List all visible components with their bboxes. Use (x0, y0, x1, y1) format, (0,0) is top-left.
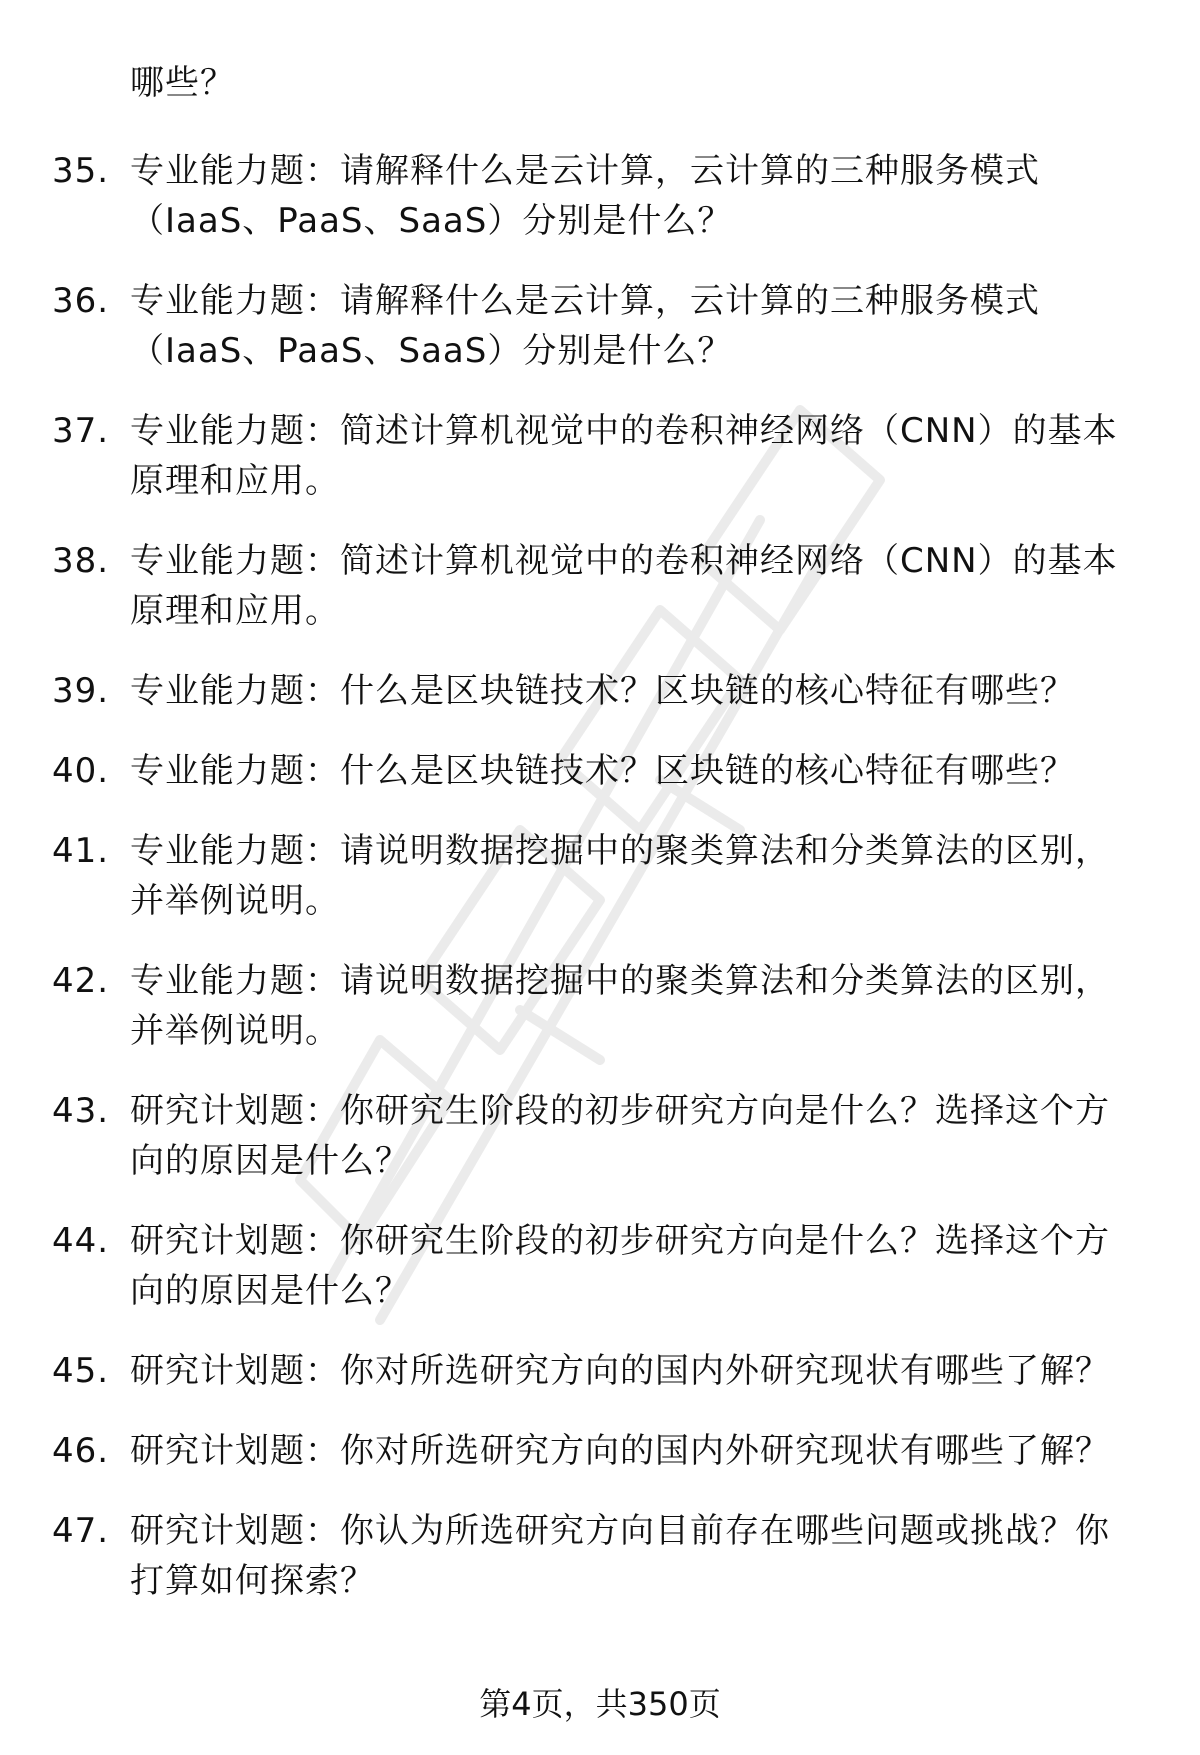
question-text (130, 146, 1150, 246)
question-text-line: 研究计划题：你对所选研究方向的国内外研究现状有哪些了解？ (130, 1431, 1110, 1471)
question-text (130, 666, 1150, 716)
question-text-line: 向的原因是什么？ (130, 1271, 410, 1311)
question-number: 36. (52, 281, 110, 321)
question-number: 42. (52, 961, 110, 1001)
question-text-line: 研究计划题：你研究生阶段的初步研究方向是什么？选择这个方 (130, 1221, 1110, 1261)
question-text (130, 1216, 1150, 1316)
question-text (130, 1426, 1150, 1476)
question-item (0, 1426, 1200, 1476)
question-text-line: （IaaS、PaaS、SaaS）分别是什么？ (130, 201, 733, 241)
question-item (0, 666, 1200, 716)
question-item (0, 146, 1200, 246)
question-text (130, 406, 1150, 506)
question-text (130, 746, 1150, 796)
question-text (130, 1086, 1150, 1186)
question-number: 40. (52, 751, 110, 791)
question-list (0, 146, 1200, 1636)
question-text-line: 原理和应用。 (130, 461, 340, 501)
question-number: 35. (52, 151, 110, 191)
question-text-line: 专业能力题：什么是区块链技术？区块链的核心特征有哪些？ (130, 671, 1075, 711)
question-item (0, 826, 1200, 926)
question-item (0, 536, 1200, 636)
question-text (130, 956, 1150, 1056)
question-item (0, 406, 1200, 506)
question-text-line: 并举例说明。 (130, 1011, 340, 1051)
question-item (0, 276, 1200, 376)
question-item (0, 1346, 1200, 1396)
question-item (0, 956, 1200, 1056)
question-text (130, 826, 1150, 926)
question-number: 44. (52, 1221, 110, 1261)
question-text (130, 276, 1150, 376)
question-text-line: 并举例说明。 (130, 881, 340, 921)
question-text-line: 打算如何探索？ (130, 1561, 375, 1601)
question-number: 45. (52, 1351, 110, 1391)
question-number: 39. (52, 671, 110, 711)
continued-question-text: 哪些？ (130, 63, 235, 103)
question-text-line: 研究计划题：你对所选研究方向的国内外研究现状有哪些了解？ (130, 1351, 1110, 1391)
question-text-line: 专业能力题：请说明数据挖掘中的聚类算法和分类算法的区别， (130, 831, 1110, 871)
question-text-line: 研究计划题：你认为所选研究方向目前存在哪些问题或挑战？你 (130, 1511, 1110, 1551)
question-text-line: 专业能力题：请解释什么是云计算，云计算的三种服务模式 (130, 281, 1040, 321)
question-text-line: 专业能力题：简述计算机视觉中的卷积神经网络（CNN）的基本 (130, 411, 1118, 451)
question-text-line: （IaaS、PaaS、SaaS）分别是什么？ (130, 331, 733, 371)
question-item (0, 1506, 1200, 1606)
question-number: 46. (52, 1431, 110, 1471)
question-item (0, 1086, 1200, 1186)
question-number: 47. (52, 1511, 110, 1551)
question-text (130, 536, 1150, 636)
question-text-line: 专业能力题：什么是区块链技术？区块链的核心特征有哪些？ (130, 751, 1075, 791)
question-text (130, 1346, 1150, 1396)
question-text-line: 研究计划题：你研究生阶段的初步研究方向是什么？选择这个方 (130, 1091, 1110, 1131)
question-number: 37. (52, 411, 110, 451)
question-text-line: 原理和应用。 (130, 591, 340, 631)
question-text-line: 专业能力题：请说明数据挖掘中的聚类算法和分类算法的区别， (130, 961, 1110, 1001)
question-text-line: 专业能力题：请解释什么是云计算，云计算的三种服务模式 (130, 151, 1040, 191)
question-item (0, 746, 1200, 796)
question-item (0, 1216, 1200, 1316)
question-number: 41. (52, 831, 110, 871)
page-indicator: 第4页，共350页 (479, 1685, 721, 1723)
question-text (130, 1506, 1150, 1606)
question-number: 38. (52, 541, 110, 581)
question-text-line: 专业能力题：简述计算机视觉中的卷积神经网络（CNN）的基本 (130, 541, 1118, 581)
question-number: 43. (52, 1091, 110, 1131)
question-text-line: 向的原因是什么？ (130, 1141, 410, 1181)
